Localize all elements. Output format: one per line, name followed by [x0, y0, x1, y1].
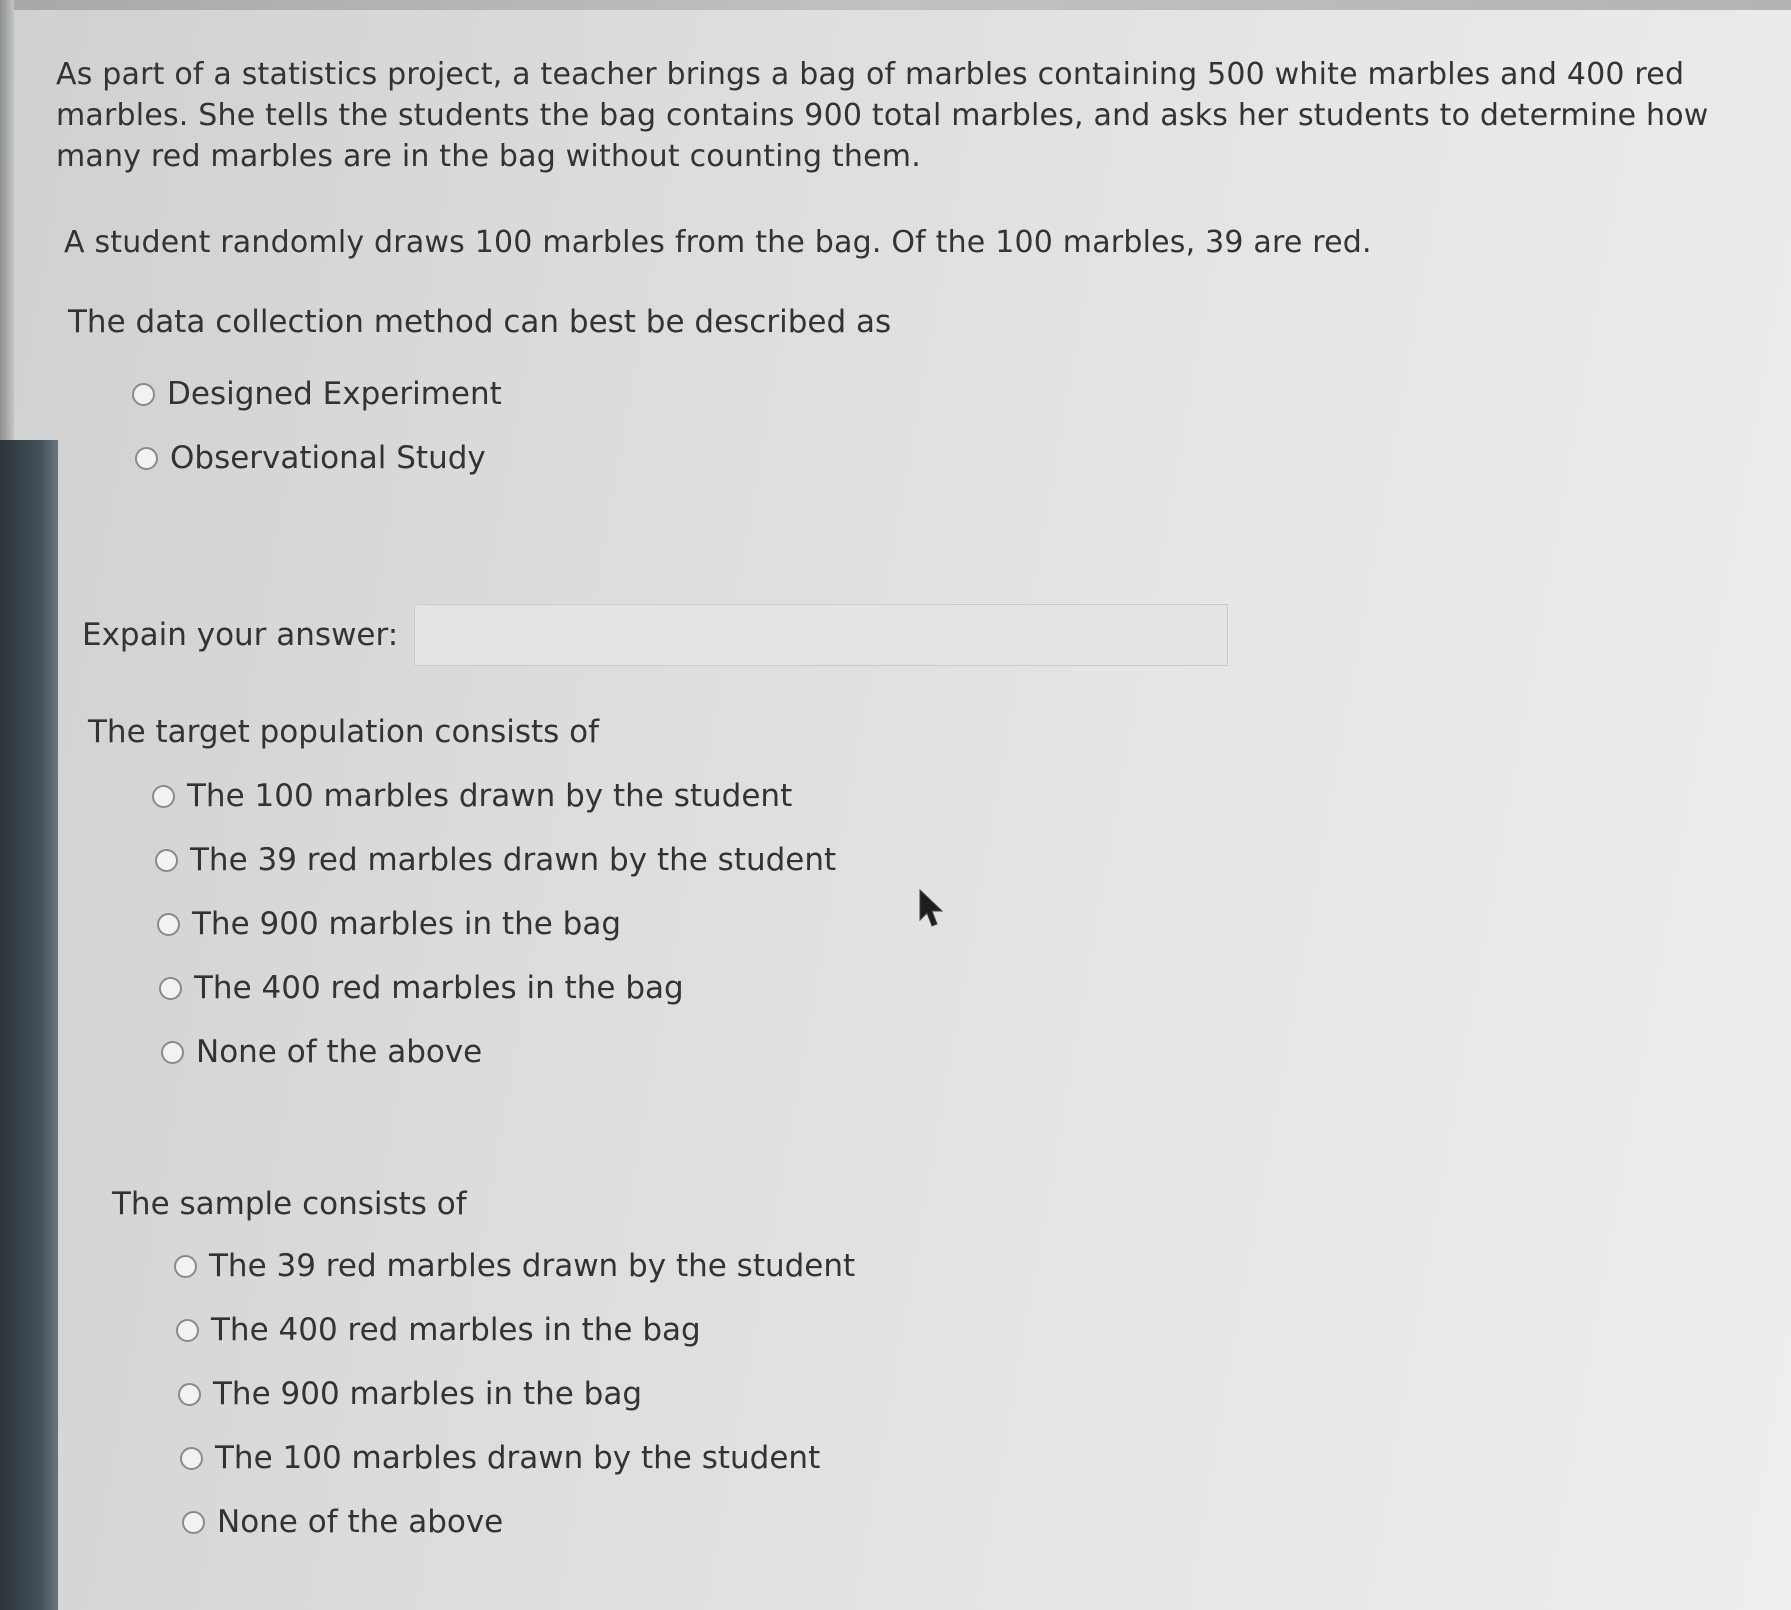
- left-edge-shadow: [0, 0, 14, 440]
- option-label: Designed Experiment: [167, 376, 502, 412]
- question-prompt: The sample consists of: [112, 1186, 467, 1222]
- intro-paragraph: As part of a statistics project, a teacher brings a bag of marbles containing 500 white marbles and 400 red marbles. She tells the students the bag contains 900 total marbles, and asks her students to determine how many red marbles are in the bag without counting them.: [56, 57, 1709, 174]
- option-label: None of the above: [196, 1034, 483, 1070]
- option-target-100-drawn[interactable]: [152, 764, 836, 828]
- mouse-pointer-icon: [918, 888, 948, 932]
- option-label: None of the above: [217, 1504, 504, 1540]
- option-label: The 900 marbles in the bag: [213, 1376, 643, 1412]
- option-sample-900-in-bag[interactable]: [178, 1362, 855, 1426]
- question-prompt: The target population consists of: [88, 714, 600, 750]
- top-edge: [0, 0, 1791, 10]
- radio-unchecked-icon[interactable]: [132, 383, 155, 406]
- option-label: The 100 marbles drawn by the student: [215, 1440, 821, 1476]
- option-label: The 400 red marbles in the bag: [211, 1312, 701, 1348]
- radio-unchecked-icon[interactable]: [157, 913, 180, 936]
- explain-row: [82, 604, 1228, 666]
- sample-paragraph: A student randomly draws 100 marbles from the bag. Of the 100 marbles, 39 are red.: [64, 225, 1372, 260]
- question-sample: [112, 1186, 467, 1222]
- question-prompt: The data collection method can best be described as: [68, 304, 892, 340]
- option-sample-39-red-drawn[interactable]: [174, 1234, 855, 1298]
- radio-unchecked-icon[interactable]: [174, 1255, 197, 1278]
- option-target-400-red-in-bag[interactable]: [159, 956, 836, 1020]
- option-label: The 100 marbles drawn by the student: [187, 778, 793, 814]
- option-sample-400-red-in-bag[interactable]: [176, 1298, 855, 1362]
- radio-unchecked-icon[interactable]: [135, 447, 158, 470]
- option-label: The 900 marbles in the bag: [192, 906, 622, 942]
- option-label: The 39 red marbles drawn by the student: [190, 842, 837, 878]
- option-target-900-in-bag[interactable]: [157, 892, 836, 956]
- options-data-collection: [132, 362, 502, 490]
- radio-unchecked-icon[interactable]: [159, 977, 182, 1000]
- question-data-collection: [68, 304, 891, 340]
- option-designed-experiment[interactable]: [132, 362, 502, 426]
- radio-unchecked-icon[interactable]: [180, 1447, 203, 1470]
- sample-info: [64, 222, 1372, 263]
- left-side-panel: [0, 440, 58, 1610]
- explain-answer-input[interactable]: [414, 604, 1228, 666]
- option-target-39-red-drawn[interactable]: [155, 828, 836, 892]
- option-sample-none[interactable]: [182, 1490, 855, 1554]
- option-target-none[interactable]: [161, 1020, 836, 1084]
- options-target-population: [152, 764, 836, 1084]
- question-target-population: [88, 714, 599, 750]
- radio-unchecked-icon[interactable]: [152, 785, 175, 808]
- explain-label: Expain your answer:: [82, 617, 399, 653]
- radio-unchecked-icon[interactable]: [161, 1041, 184, 1064]
- radio-unchecked-icon[interactable]: [182, 1511, 205, 1534]
- option-observational-study[interactable]: [135, 426, 502, 490]
- option-label: Observational Study: [170, 440, 486, 476]
- radio-unchecked-icon[interactable]: [178, 1383, 201, 1406]
- radio-unchecked-icon[interactable]: [176, 1319, 199, 1342]
- radio-unchecked-icon[interactable]: [155, 849, 178, 872]
- option-label: The 39 red marbles drawn by the student: [209, 1248, 856, 1284]
- options-sample: [174, 1234, 855, 1554]
- question-content: [56, 54, 1756, 177]
- option-label: The 400 red marbles in the bag: [194, 970, 684, 1006]
- option-sample-100-drawn[interactable]: [180, 1426, 855, 1490]
